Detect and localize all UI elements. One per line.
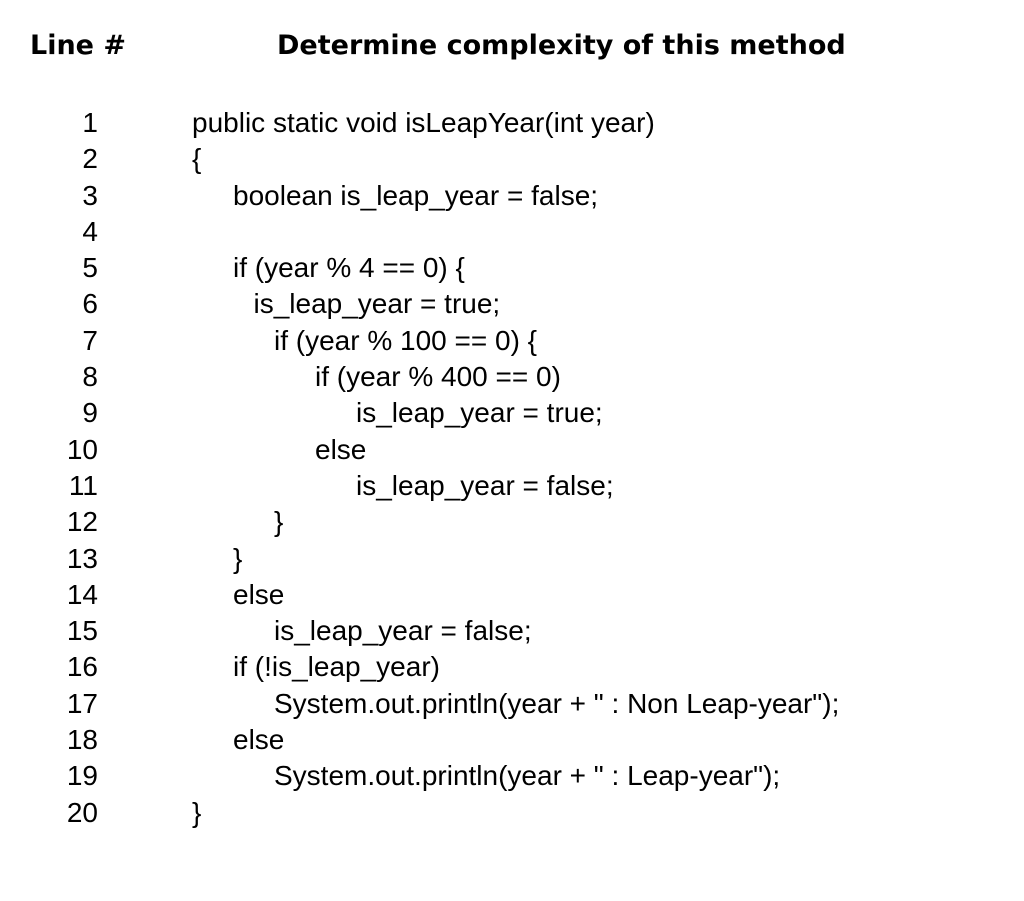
line-number: 12 xyxy=(66,506,98,538)
code-text: else xyxy=(233,724,285,756)
code-line xyxy=(0,250,1024,286)
line-number: 4 xyxy=(82,215,98,247)
code-line xyxy=(0,141,1024,177)
code-line xyxy=(0,432,1024,468)
table-header xyxy=(0,30,1024,74)
code-line xyxy=(0,214,1024,250)
code-line xyxy=(0,758,1024,794)
code-line xyxy=(0,504,1024,540)
line-number: 8 xyxy=(82,361,98,393)
code-text: boolean is_leap_year = false; xyxy=(233,179,599,211)
code-line xyxy=(0,795,1024,831)
page-title: Determine complexity of this method xyxy=(277,30,846,61)
code-line xyxy=(0,577,1024,613)
code-line xyxy=(0,722,1024,758)
line-number: 15 xyxy=(66,615,98,647)
line-number: 14 xyxy=(66,578,98,610)
line-number: 18 xyxy=(66,724,98,756)
code-text: else xyxy=(315,433,367,465)
code-text: System.out.println(year + " : Non Leap-year"); xyxy=(274,687,840,719)
code-text: if (year % 4 == 0) { xyxy=(233,252,465,284)
code-text: } xyxy=(192,796,202,828)
code-line xyxy=(0,686,1024,722)
code-line xyxy=(0,468,1024,504)
code-text: is_leap_year = true; xyxy=(253,288,501,320)
line-number: 17 xyxy=(66,687,98,719)
line-number: 3 xyxy=(82,179,98,211)
line-number: 1 xyxy=(82,107,98,138)
code-text: System.out.println(year + " : Leap-year"); xyxy=(274,760,781,792)
line-number: 16 xyxy=(66,651,98,683)
code-line xyxy=(0,105,1024,141)
line-number: 6 xyxy=(82,288,98,320)
code-line xyxy=(0,286,1024,322)
code-text: is_leap_year = true; xyxy=(356,397,603,429)
code-line xyxy=(0,178,1024,214)
code-line xyxy=(0,359,1024,395)
line-number: 9 xyxy=(82,397,98,429)
code-line xyxy=(0,395,1024,431)
code-text: if (year % 100 == 0) { xyxy=(274,324,538,356)
code-text: } xyxy=(274,506,284,538)
line-number-column-header: Line # xyxy=(30,30,127,61)
line-number: 2 xyxy=(82,143,98,175)
code-text: public static void isLeapYear(int year) xyxy=(192,107,655,138)
code-line xyxy=(0,323,1024,359)
code-text: else xyxy=(233,578,285,610)
code-line xyxy=(0,613,1024,649)
code-line xyxy=(0,649,1024,685)
code-line xyxy=(0,541,1024,577)
code-text: } xyxy=(233,542,243,574)
code-text: if (year % 400 == 0) xyxy=(315,361,561,393)
line-number: 5 xyxy=(82,252,98,284)
code-text: is_leap_year = false; xyxy=(356,469,614,501)
line-number: 7 xyxy=(82,324,98,356)
line-number: 20 xyxy=(66,796,98,828)
line-number: 10 xyxy=(66,433,98,465)
code-text: { xyxy=(192,143,202,175)
line-number: 11 xyxy=(68,469,98,501)
line-number: 19 xyxy=(66,760,98,792)
code-text: is_leap_year = false; xyxy=(274,615,532,647)
code-listing xyxy=(0,105,1024,831)
code-text: if (!is_leap_year) xyxy=(233,651,440,683)
line-number: 13 xyxy=(66,542,98,574)
